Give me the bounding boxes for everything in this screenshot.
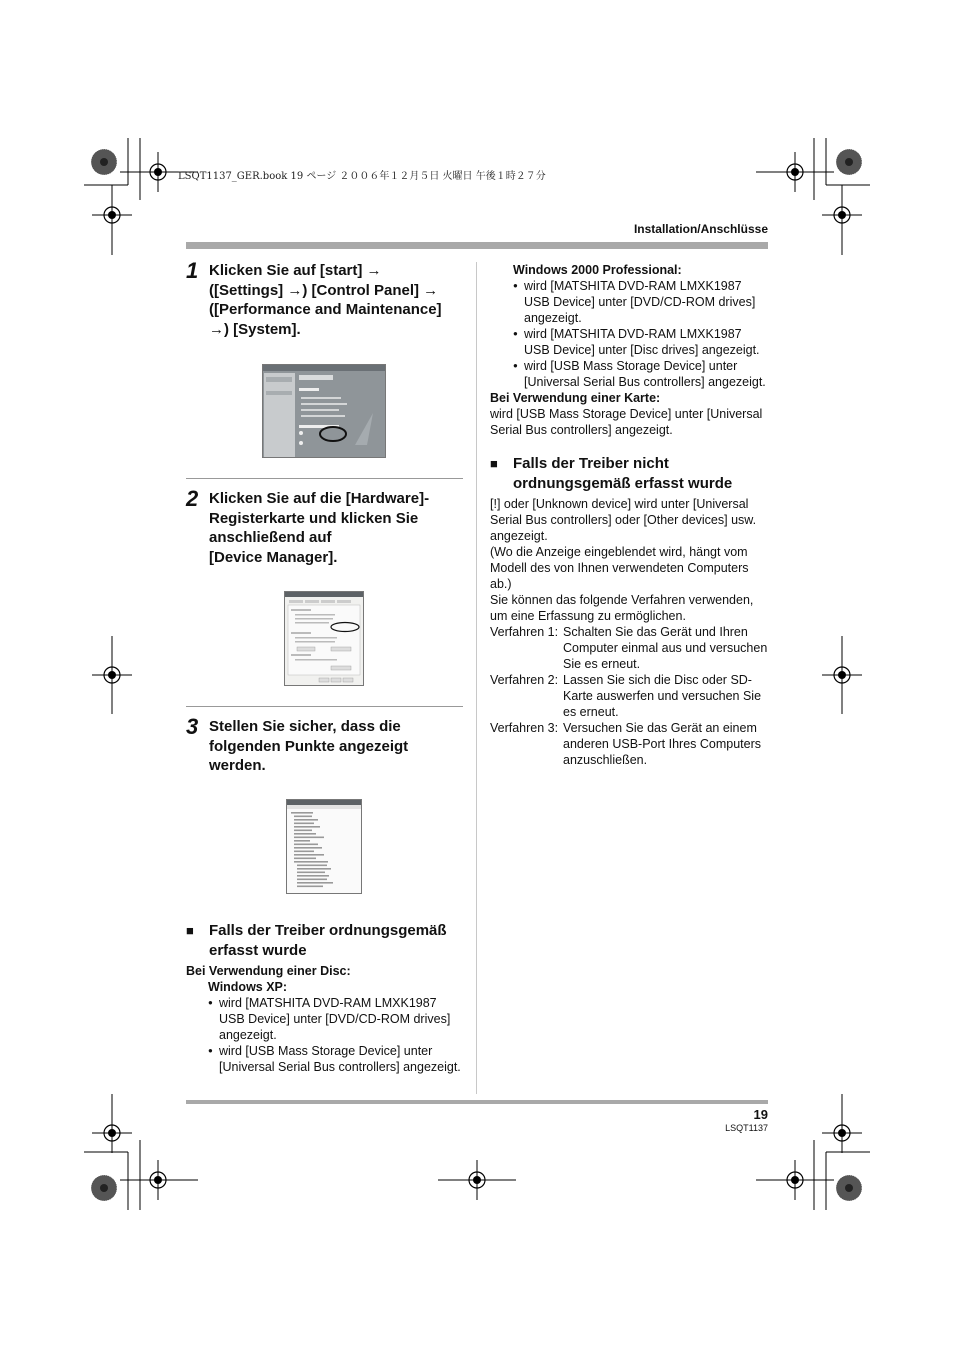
recognized-heading: ■ Falls der Treiber ordnungsgemäß erfasst wurde xyxy=(186,922,447,959)
print-header: LSQT1137_GER.book 19 ページ ２００６年１２月５日 火曜日 午後１時２７分 xyxy=(178,171,546,182)
doc-code: LSQT1137 xyxy=(725,1123,768,1133)
list-item: ● wird [USB Mass Storage Device] unter [Universal Serial Bus controllers] angezeigt. xyxy=(513,358,768,390)
device-manager-screenshot xyxy=(286,799,362,894)
winxp-list xyxy=(208,995,462,1075)
footer-bar xyxy=(186,1100,768,1104)
section-title: Installation/Anschlüsse xyxy=(633,222,768,236)
step-2-number: 2 xyxy=(186,486,199,511)
step-3-text: Stellen Sie sicher, dass die folgenden Punkte angezeigt werden. xyxy=(209,718,409,774)
square-bullet-icon: ■ xyxy=(186,923,194,938)
disc-label: Bei Verwendung einer Disc: xyxy=(186,964,351,978)
list-item: ● wird [USB Mass Storage Device] unter [Universal Serial Bus controllers] angezeigt. xyxy=(208,1043,462,1075)
header-bar xyxy=(186,242,768,249)
not-recognized-para2: (Wo die Anzeige eingeblendet wird, hängt vom Modell des von Ihnen verwendeten Computers ab.) xyxy=(490,545,749,591)
step-1-text: Klicken Sie auf [start] → ([Settings] →) [Control Panel] → ([Performance and Maintenance] →) [System]. xyxy=(209,262,442,338)
recognized-disc-section xyxy=(186,963,462,1075)
step-3-number: 3 xyxy=(186,714,199,739)
control-panel-screenshot xyxy=(262,364,386,458)
not-recognized-para3: Sie können das folgende Verfahren verwenden, um eine Erfassung zu ermöglichen. xyxy=(490,593,754,623)
card-text: wird [USB Mass Storage Device] unter [Universal Serial Bus controllers] angezeigt. xyxy=(490,407,763,437)
square-bullet-icon: ■ xyxy=(490,456,498,471)
list-item: ● wird [MATSHITA DVD-RAM LMXK1987 USB Device] unter [DVD/CD-ROM drives] angezeigt. xyxy=(208,995,462,1043)
list-item: ● wird [MATSHITA DVD-RAM LMXK1987 USB Device] unter [Disc drives] angezeigt. xyxy=(513,326,768,358)
win2000-label: Windows 2000 Professional: xyxy=(513,263,682,277)
page-number: 19 xyxy=(753,1107,768,1122)
system-properties-screenshot xyxy=(284,591,364,686)
step-divider-2 xyxy=(186,706,463,707)
procedure-1: Verfahren 1: Schalten Sie das Gerät und Ihren Computer einmal aus und versuchen Sie es erneut. xyxy=(490,625,768,671)
list-item: ● wird [MATSHITA DVD-RAM LMXK1987 USB Device] unter [DVD/CD-ROM drives] angezeigt. xyxy=(513,278,768,326)
step-2-text: Klicken Sie auf die [Hardware]- Registerkarte und klicken Sie anschließend auf [Device Manager]. xyxy=(209,490,430,566)
not-recognized-para1: [!] oder [Unknown device] wird unter [Universal Serial Bus controllers] oder [Other devices] usw. angezeigt. xyxy=(490,497,757,543)
card-label: Bei Verwendung einer Karte: xyxy=(490,391,661,405)
step-1-number: 1 xyxy=(186,258,199,283)
right-column xyxy=(490,262,768,768)
column-divider xyxy=(476,262,477,1094)
step-divider-1 xyxy=(186,478,463,479)
procedure-2: Verfahren 2: Lassen Sie sich die Disc oder SD-Karte auswerfen und versuchen Sie es erneut. xyxy=(490,673,762,719)
not-recognized-heading: ■ Falls der Treiber nicht ordnungsgemäß erfasst wurde xyxy=(490,455,733,492)
win2000-list xyxy=(513,278,768,390)
procedure-3: Verfahren 3: Versuchen Sie das Gerät an einem anderen USB-Port Ihres Computers anzuschließen. xyxy=(490,721,762,767)
winxp-label: Windows XP: xyxy=(208,980,288,994)
